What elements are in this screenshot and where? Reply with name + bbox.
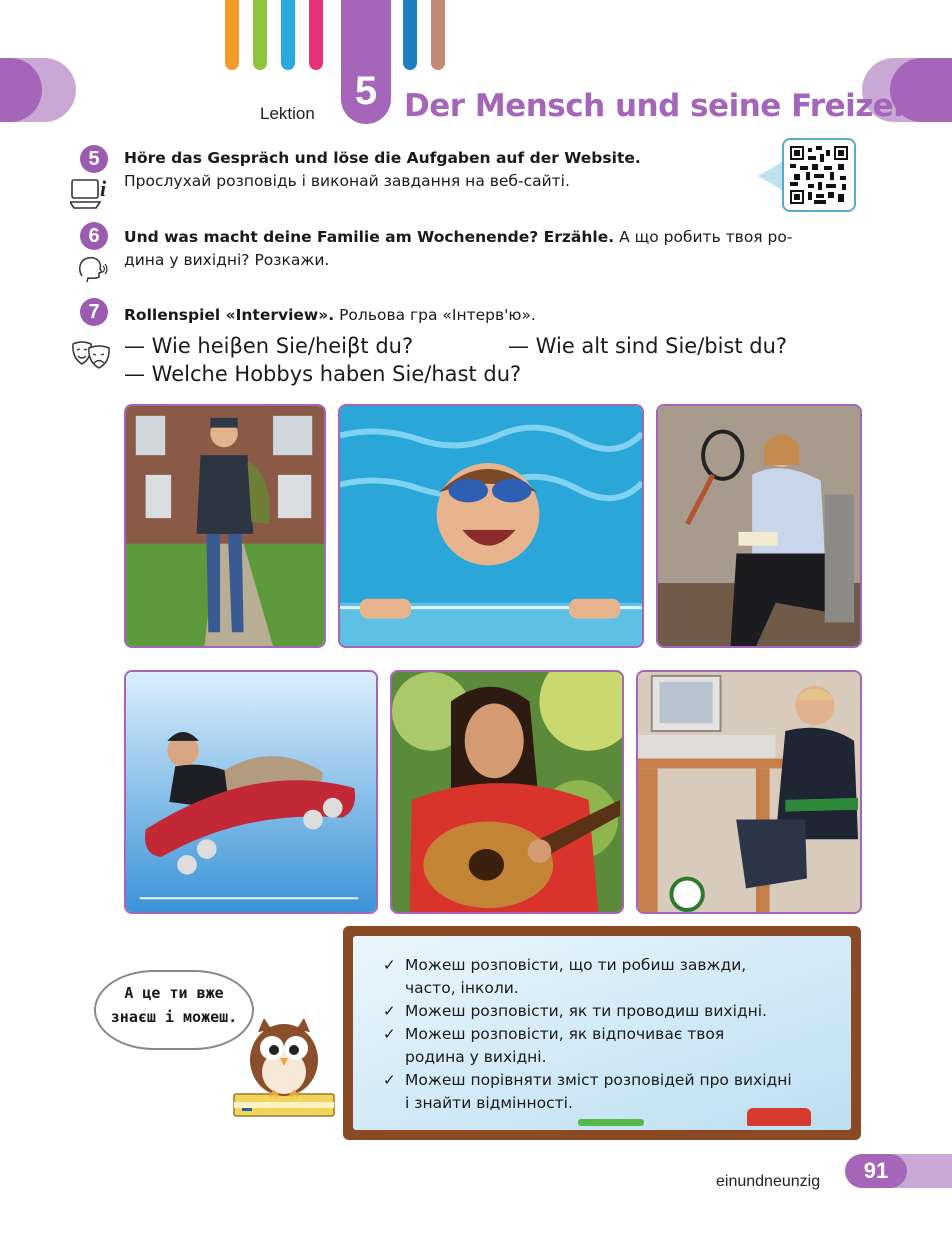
can-do-item: [375, 954, 845, 1000]
exercise-7-instruction-de: Rollenspiel «Interview».: [124, 306, 335, 324]
exercise-6-instruction-de: Und was macht deine Familie am Wochenende? Erzähle.: [124, 228, 615, 246]
exercise-number-7: 7: [80, 298, 108, 326]
dialog-question-name: — Wie heiβen Sie/heiβt du?: [124, 334, 414, 358]
decor-stripe-blue: [281, 0, 295, 70]
can-do-item-line1: Можеш розповісти, як ти проводиш вихідні.: [405, 1002, 767, 1020]
speech-bubble-line1: А це ти вже: [124, 984, 224, 1002]
qr-code[interactable]: [782, 138, 856, 212]
summary-board-surface: [353, 936, 851, 1130]
photo-skateboarder: [124, 670, 378, 914]
owl-on-books-icon: [228, 1012, 338, 1118]
exercise-7-instruction-ua: Рольова гра «Інтерв'ю».: [334, 306, 536, 324]
decor-stripe-pink: [309, 0, 323, 70]
exercise-5-instruction-de: Höre das Gespräch und löse die Aufgaben auf der Website.: [124, 149, 641, 167]
can-do-item-line1: Можеш розповісти, як відпочиває твоя: [405, 1025, 725, 1043]
lesson-number: 5: [354, 69, 378, 113]
page-title: Der Mensch und seine Freizeit: [404, 88, 918, 124]
page-number: 91: [863, 1158, 889, 1183]
dialog-question-age: — Wie alt sind Sie/bist du?: [508, 334, 788, 358]
checkmark-icon: ✓: [383, 1025, 396, 1043]
exercise-6-instruction-ua-end: дина у вихідні? Розкажи.: [124, 251, 330, 269]
exercise-6-text: [124, 226, 864, 272]
summary-board: [343, 926, 861, 1140]
photo-guitar-girl: [390, 670, 624, 914]
photo-swimming-boy: [338, 404, 644, 648]
checkmark-icon: ✓: [383, 956, 396, 974]
chalk-icon: [578, 1119, 644, 1126]
can-do-item-line1: Можеш розповісти, що ти робиш завжди,: [405, 956, 747, 974]
photo-reading-girl-tennis: [656, 404, 862, 648]
checkmark-icon: ✓: [383, 1002, 396, 1020]
svg-text:i: i: [100, 176, 107, 201]
decor-stripe-brown: [431, 0, 445, 70]
exercise-number-5: 5: [80, 145, 108, 173]
can-do-list: [375, 954, 845, 1115]
speaking-head-icon: [76, 254, 110, 288]
qr-pointer: [758, 162, 782, 190]
dialog-question-hobbies: — Welche Hobbys haben Sie/hast du?: [124, 362, 522, 386]
page-number-word: einundneunzig: [716, 1173, 821, 1190]
photo-walking-student: [124, 404, 326, 648]
lektion-label: Lektion: [260, 104, 315, 123]
can-do-item-line1: Можеш порівняти зміст розповідей про вихідні: [405, 1071, 792, 1089]
photo-computer-boy: [636, 670, 862, 914]
exercise-5-instruction-ua: Прослухай розповідь і виконай завдання на веб-сайті.: [124, 172, 570, 190]
decor-stripe-green: [253, 0, 267, 70]
can-do-item-line2: родина у вихідні.: [405, 1048, 547, 1066]
exercise-number-6: 6: [80, 222, 108, 250]
can-do-item: [375, 1000, 845, 1023]
laptop-info-icon: [70, 172, 114, 216]
decor-stripe-darkblue: [403, 0, 417, 70]
checkmark-icon: ✓: [383, 1071, 396, 1089]
can-do-item: [375, 1023, 845, 1069]
theater-masks-icon: [70, 336, 112, 380]
eraser-icon: [747, 1108, 811, 1126]
can-do-item-line2: і знайти відмінності.: [405, 1094, 573, 1112]
exercise-7-text: [124, 304, 864, 327]
exercise-6-instruction-ua-start: А що робить твоя ро-: [614, 228, 793, 246]
decor-stripe-orange: [225, 0, 239, 70]
exercise-5-text: [124, 147, 864, 193]
lesson-number-tab: [341, 0, 391, 124]
can-do-item-line2: часто, інколи.: [405, 979, 519, 997]
speech-bubble-line2: знаєш і можеш.: [110, 1008, 238, 1026]
